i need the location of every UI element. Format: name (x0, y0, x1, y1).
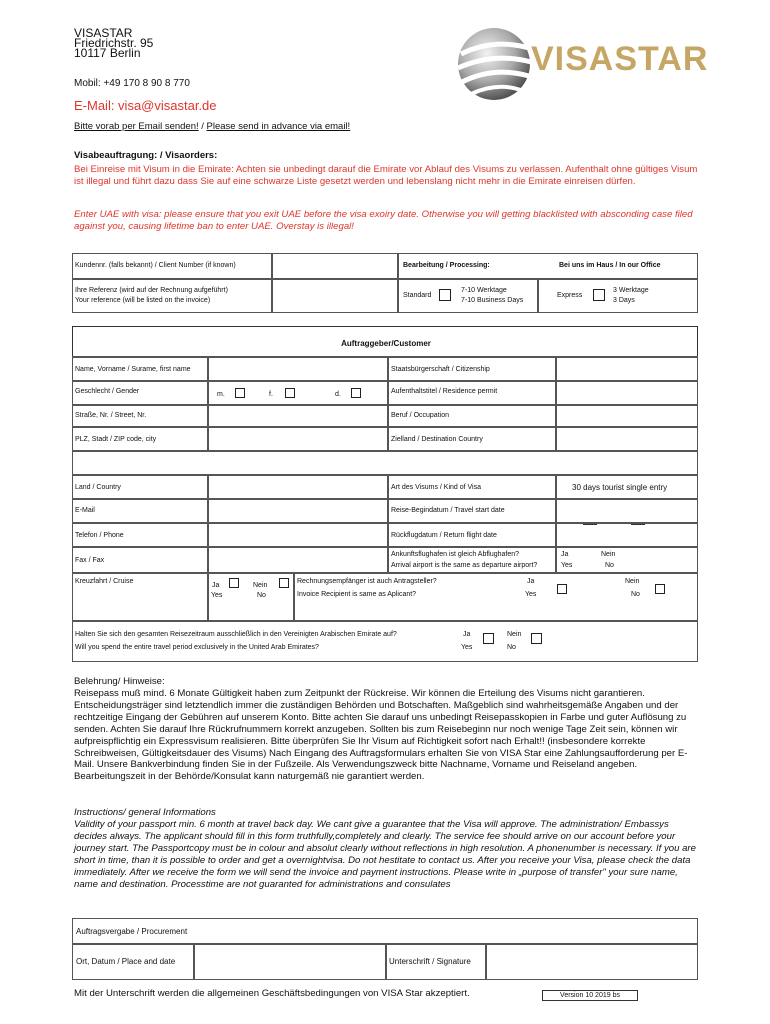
terms-statement: Mit der Unterschrift werden die allgemeinen Geschäftsbedingungen von VISA Star akzeptiert. (74, 988, 470, 999)
zip-label-cell (72, 427, 208, 451)
instructions-de-text: Reisepass muß mind. 6 Monate Gültigkeit haben zum Zeitpunkt der Rückreise. Wir können die Erteilung des Visums nicht garantieren. Entscheidungsträger sind letztendlich immer die zuständigen Behörden und Botschaften. Maßgeblich sind wahrheitsgemäße Angaben und der rechtzeitige Eingang der Gebühren auf unserem Konto. Bitte achten Sie darauf uns unbedingt Reisepasskopien in Farbe und guter Auflösung zu senden. Achten Sie darauf Ihre Rückrufnummern korrekt anzugeben. Sollten bis zum Reisebeginn nur noch wenige Tage Zeit sein, können wir aufpreispflichtig ein Expressvisum realisieren. Bitte überprüfen Sie Ihr Visum auf Richtigkeit sofort nach Erhalt!! (insbesondere korrekte Schreibweisen, Gültigkeitsdauer des Visums) Nach Eingang des Auftragsformulars erhalten Sie von VISA Star eine Zahlungsaufforderung per E-Mail. Unsere Bankverbindung finden Sie in der Fußzeile. Als Verwendungszweck bitte Nachname, Vorname und Reiseland angeben. Bearbeitungszeit in der Behörde/Konsulat kann naturgemäß nie garantiert werden. (74, 688, 688, 783)
zip-label: PLZ, Stadt / ZIP code, city (75, 436, 157, 443)
phone-field[interactable] (208, 523, 388, 547)
cruise-yes: Yes (211, 592, 223, 599)
email-label-cell (72, 499, 208, 523)
company-street: Friedrichstr. 95 (74, 36, 154, 50)
gender-d-checkbox[interactable] (351, 388, 361, 398)
invoice-de-label: Rechnungsempfänger ist auch Antragsteller? (297, 578, 437, 585)
citizenship-field[interactable] (556, 356, 698, 381)
express-checkbox[interactable] (593, 289, 605, 301)
express-days-2: 3 Days (613, 297, 635, 304)
email-label: E-Mail (75, 507, 95, 514)
travel-start-label: Reise-Begindatum / Travel start date (391, 507, 505, 514)
uae-yes-checkbox[interactable] (483, 633, 494, 644)
invoice-label-cell (294, 573, 698, 621)
place-date-label-cell (72, 944, 194, 980)
phone-label-cell (72, 523, 208, 547)
standard-cell (398, 279, 538, 313)
send-note (74, 121, 350, 132)
send-note-en: Please send in advance via email! (206, 121, 351, 132)
fax-field[interactable] (208, 547, 388, 573)
uae-ja: Ja (463, 631, 471, 638)
company-name: VISASTAR (74, 26, 133, 40)
signature-field[interactable] (486, 944, 698, 980)
invoice-nein: Nein (625, 578, 640, 585)
email-address: E-Mail: visa@visastar.de (74, 98, 217, 113)
country-field[interactable] (208, 475, 388, 499)
invoice-en-label: Invoice Recipient is same as Aplicant? (297, 591, 417, 598)
gender-m-label: m. (217, 391, 225, 398)
standard-label: Standard (403, 292, 432, 299)
street-field[interactable] (208, 405, 388, 427)
arrival-yes: Yes (561, 562, 573, 569)
cruise-label: Kreuzfahrt / Cruise (75, 578, 134, 585)
name-label-cell (72, 356, 208, 381)
company-address (74, 28, 153, 58)
gender-f-label: f. (269, 391, 273, 398)
gender-options-cell (208, 381, 388, 405)
return-dash-1 (583, 524, 597, 525)
standard-days-2: 7-10 Business Days (461, 297, 524, 304)
country-label: Land / Country (75, 484, 121, 491)
in-office-label: Bei uns im Haus / In our Office (559, 262, 661, 269)
visa-kind-field[interactable] (556, 475, 698, 499)
arrival-ja: Ja (561, 551, 569, 558)
procurement-title-cell (72, 918, 698, 944)
express-label: Express (557, 292, 583, 299)
occupation-field[interactable] (556, 405, 698, 427)
place-date-label: Ort, Datum / Place and date (76, 957, 176, 966)
arrival-en-label: Arrival airport is the same as departure airport? (391, 562, 538, 569)
invoice-ja: Ja (527, 578, 535, 585)
uae-en-label: Will you spend the entire travel period exclusively in the United Arab Emirates? (75, 644, 319, 651)
processing-label: Bearbeitung / Processing: (403, 262, 490, 269)
destination-label-cell (388, 427, 556, 451)
cruise-options-cell (208, 573, 294, 621)
zip-field[interactable] (208, 427, 388, 451)
mobile-number: Mobil: +49 170 8 90 8 770 (74, 78, 190, 89)
reference-label-1: Ihre Referenz (wird auf der Rechnung aufgeführt) (75, 287, 228, 294)
travel-start-field[interactable] (556, 499, 698, 523)
blank-row-cell (72, 451, 698, 475)
arrival-nein: Nein (601, 551, 616, 558)
instructions-en-title: Instructions/ general Informations (74, 807, 216, 818)
street-label: Straße, Nr. / Street, Nr. (75, 412, 147, 419)
invoice-yes-checkbox[interactable] (557, 584, 567, 594)
cruise-label-cell (72, 573, 208, 621)
client-number-field[interactable] (272, 253, 398, 279)
processing-header-cell (398, 253, 698, 279)
reference-label-cell (72, 279, 272, 313)
uae-yes: Yes (461, 644, 473, 651)
version-label: Version 10 2019 bs (542, 990, 638, 1001)
standard-checkbox[interactable] (439, 289, 451, 301)
arrival-no: No (605, 562, 614, 569)
citizenship-label-cell (388, 356, 556, 381)
phone-label: Telefon / Phone (75, 532, 124, 539)
client-number-label-cell (72, 253, 272, 279)
warning-de: Bei Einreise mit Visum in die Emirate: Achten sie unbedingt darauf die Emirate vor Ablauf des Visums zu verlassen. Aufenthalt ohne gültiges Visum ist illegal und führt dazu dass Sie auf eine schwarze Liste gesetzt werden und lebenslang nicht mehr in die Emirate einreisen dürfen. (74, 164, 698, 187)
place-date-field[interactable] (194, 944, 386, 980)
cruise-ja: Ja (212, 582, 220, 589)
citizenship-label: Staatsbürgerschaft / Citizenship (391, 366, 490, 373)
warning-en: Enter UAE with visa: please ensure that you exit UAE before the visa exoiry date. Otherwise you will getting blacklisted with absconding case filed against you, causing lifetime ban to enter UAE. Overstay is illegal! (74, 209, 693, 232)
cruise-no: No (257, 592, 266, 599)
residence-label-cell (388, 381, 556, 405)
fax-label-cell (72, 547, 208, 573)
uae-no-checkbox[interactable] (531, 633, 542, 644)
visa-kind-value: 30 days tourist single entry (572, 483, 668, 492)
travel-start-label-cell (388, 499, 556, 523)
cruise-nein: Nein (253, 582, 268, 589)
name-field[interactable] (208, 356, 388, 381)
gender-label-cell (72, 381, 208, 405)
return-flight-label-cell (388, 523, 556, 547)
fax-label: Fax / Fax (75, 557, 105, 564)
arrival-label-cell (388, 547, 556, 573)
uae-no: No (507, 644, 516, 651)
signature-label: Unterschrift / Signature (389, 957, 471, 966)
express-days-1: 3 Werktage (613, 287, 649, 294)
visa-kind-label-cell (388, 475, 556, 499)
invoice-yes: Yes (525, 591, 537, 598)
arrival-de-label: Ankunftsflughafen ist gleich Abflughafen? (391, 551, 520, 558)
gender-d-label: d. (335, 391, 341, 398)
invoice-no: No (631, 591, 640, 598)
uae-nein: Nein (507, 631, 522, 638)
country-label-cell (72, 475, 208, 499)
client-number-label: Kundennr. (falls bekannt) / Client Number (if known) (75, 262, 236, 269)
gender-m-checkbox[interactable] (235, 388, 245, 398)
visa-orders-title: Visabeauftragung: / Visaorders: (74, 150, 218, 161)
express-cell (538, 279, 698, 313)
visastar-logo (447, 24, 737, 102)
uae-question-cell (72, 621, 698, 662)
name-label: Name, Vorname / Surame, first name (75, 366, 191, 373)
send-note-separator: / (198, 121, 207, 132)
destination-field[interactable] (556, 427, 698, 451)
destination-label: Zielland / Destination Country (391, 436, 483, 443)
standard-days-1: 7-10 Werktage (461, 287, 507, 294)
instructions-de-title: Belehrung/ Hinweise: (74, 676, 165, 687)
logo-wordmark: VISASTAR (531, 40, 709, 78)
occupation-label: Beruf / Occupation (391, 412, 449, 419)
invoice-no-checkbox[interactable] (655, 584, 665, 594)
reference-label-2: Your reference (will be listed on the invoice) (75, 297, 211, 304)
company-city: 10117 Berlin (74, 46, 141, 60)
gender-f-checkbox[interactable] (285, 388, 295, 398)
procurement-title: Auftragsvergabe / Procurement (76, 927, 188, 936)
visa-kind-label: Art des Visums / Kind of Visa (391, 484, 482, 491)
arrival-options[interactable] (556, 547, 698, 573)
signature-label-cell (386, 944, 486, 980)
gender-label: Geschlecht / Gender (75, 388, 140, 395)
send-note-de: Bitte vorab per Email senden! (74, 121, 199, 132)
return-dash-2 (631, 524, 645, 525)
customer-title: Auftraggeber/Customer (341, 339, 431, 348)
cruise-no-checkbox[interactable] (279, 578, 289, 588)
return-flight-label: Rückflugdatum / Return flight date (391, 532, 497, 539)
reference-field[interactable] (272, 279, 398, 313)
occupation-label-cell (388, 405, 556, 427)
cruise-yes-checkbox[interactable] (229, 578, 239, 588)
email-field[interactable] (208, 499, 388, 523)
residence-field[interactable] (556, 381, 698, 405)
street-label-cell (72, 405, 208, 427)
return-flight-field[interactable] (556, 523, 698, 547)
instructions-en-text: Validity of your passport min. 6 month at travel back day. We cant give a guarantee that the Visa will approve. The administration/ Embassys decides always. The applicant should fill in this form truthfully,completely and clearly. The service fee should arrive on our account before your journey start. The Passportcopy must be in colour and absolut clearly without reflections in high resolution. A phonenumber is necessary. If you are short in time, than it is possible to order and get a overnightvisa. Do not hestitate to contact us. After you receive your Visa, please check the data immediately. After we receive the form we will send the invoice and payment instructions. Please write in „purpose of transfer" your sure name, name and destination. Processtime are not guaranted for administrations and consulates (74, 819, 696, 890)
residence-label: Aufenthaltstitel / Residence permit (391, 388, 498, 395)
uae-de-label: Halten Sie sich den gesamten Reisezeitraum ausschließlich in den Vereinigten Arabischen Emirate auf? (75, 631, 397, 638)
